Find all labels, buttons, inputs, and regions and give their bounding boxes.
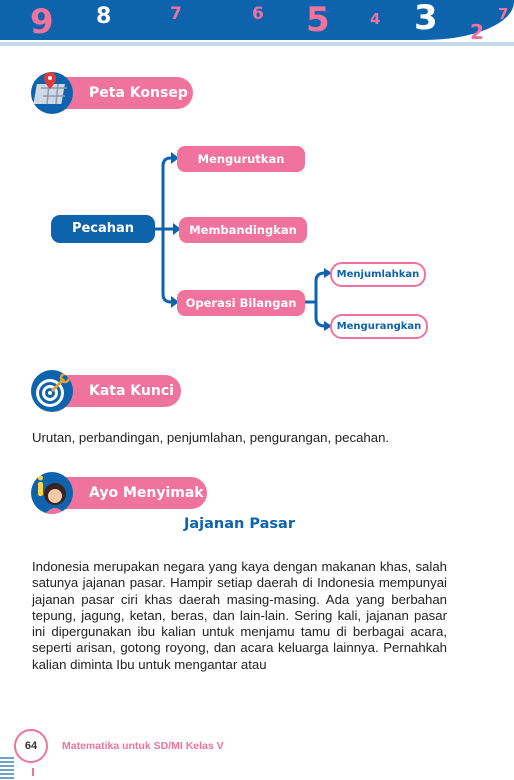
header-digit: 5 [306,0,330,40]
header-line [0,42,514,46]
header-digit: 7 [170,4,182,24]
ayo-menyimak-badge [33,477,207,509]
header-digit: 6 [252,4,264,24]
header-digit: 4 [370,10,381,28]
section-title: Peta Konsep [89,85,188,101]
kata-kunci-badge [33,375,181,407]
header-digit: 8 [96,4,112,29]
header-digit: 7 [498,5,509,23]
header-digit: 3 [414,0,438,38]
keywords-text: Urutan, perbandingan, penjumlahan, pengurangan, pecahan. [32,430,390,445]
peta-konsep-badge [33,77,193,109]
header-digit: 2 [470,20,484,44]
footer-book-title: Matematika untuk SD/MI Kelas V [62,740,224,752]
target-key-icon [31,370,73,412]
concept-sub-node: Mengurangkan [330,314,428,339]
concept-branch-node: Mengurutkan [177,146,305,172]
concept-root-node: Pecahan [51,215,155,243]
concept-branch-node: Membandingkan [179,217,307,243]
girl-info-icon [31,472,73,514]
page-number: 64 [14,729,48,763]
concept-branch-node: Operasi Bilangan [177,290,305,316]
section-title: Kata Kunci [89,383,174,399]
concept-sub-node: Menjumlahkan [330,262,426,287]
story-title: Jajanan Pasar [183,516,295,532]
header-digit: 9 [30,2,54,42]
story-paragraph: Indonesia merupakan negara yang kaya dengan makanan khas, salah satunya jajanan pasar. Hampir setiap daerah di Indonesia mempunyai jajanan pasar ciri khas daerah masing-masing. Ada yang berbahan tepung, jagung, ketan, beras, dan lain-lain. Sering kali, jajanan pasar ini dipergunakan ibu kalian untuk menjamu tamu di berbagai acara, seperti arisan, gotong royong, dan acara keluarga lainnya. Pernahkah kalian diminta Ibu untuk mengantar atau [32,559,447,672]
map-pin-icon [31,72,73,114]
section-title: Ayo Menyimak [89,485,204,501]
page-header [0,0,514,46]
